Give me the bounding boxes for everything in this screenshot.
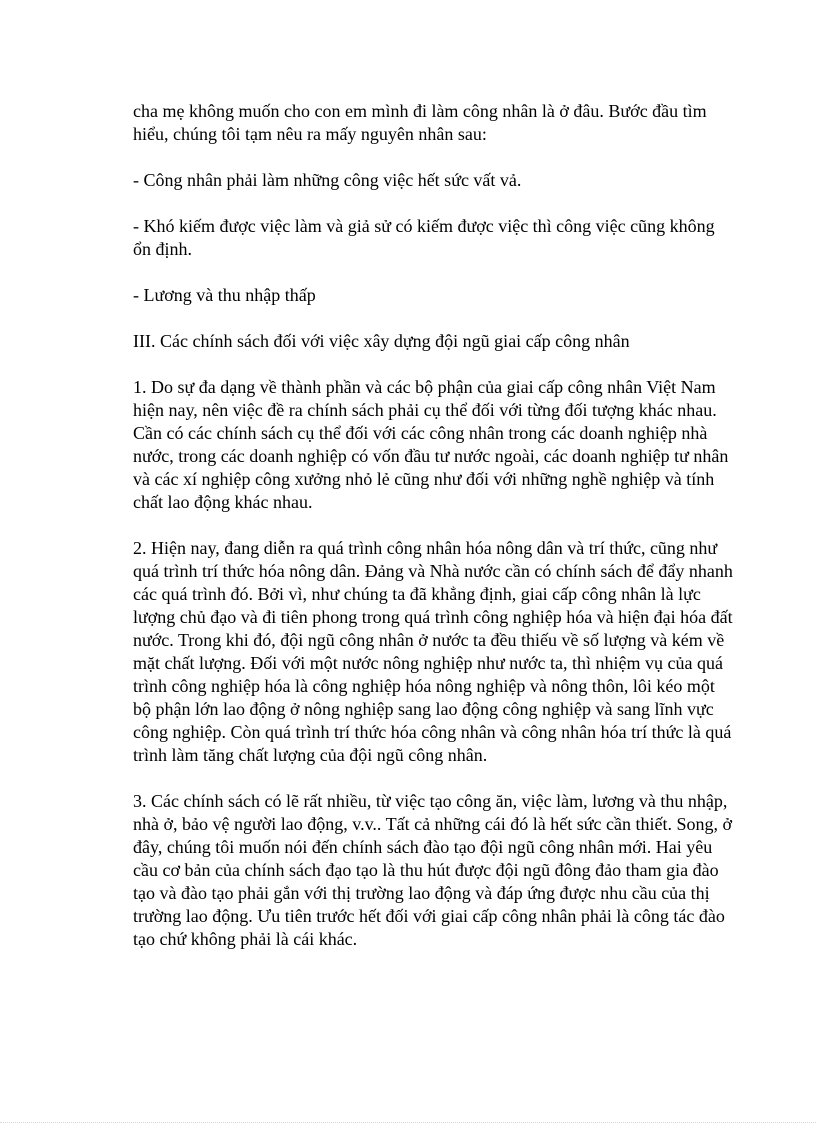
section-heading: III. Các chính sách đối với việc xây dựng đội ngũ giai cấp công nhân xyxy=(133,331,630,351)
policy-paragraph-1: 1. Do sự đa dạng về thành phần và các bộ phận của giai cấp công nhân Việt Nam hiện nay, nên việc đề ra chính sách phải cụ thể đối với từng đối tượng khác nhau. Cần có các chính sách cụ thể đối với các công nhân trong các doanh nghiệp nhà nước, trong các doanh nghiệp có vốn đầu tư nước ngoài, các doanh nghiệp tư nhân và các xí nghiệp công xưởng nhỏ lẻ cũng như đối với những nghề nghiệp và tính chất lao động khác nhau. xyxy=(133,377,729,512)
policy-paragraph-3: 3. Các chính sách có lẽ rất nhiều, từ việc tạo công ăn, việc làm, lương và thu nhập, nhà ở, bảo vệ người lao động, v.v.. Tất cả những cái đó là hết sức cần thiết. Song, ở đây, chúng tôi muốn nói đến chính sách đào tạo đội ngũ công nhân mới. Hai yêu cầu cơ bản của chính sách đạo tạo là thu hút được đội ngũ đông đảo tham gia đào tạo và đào tạo phải gắn với thị trường lao động và đáp ứng được nhu cầu của thị trường lao động. Ưu tiên trước hết đối với giai cấp công nhân phải là công tác đào tạo chứ không phải là cái khác. xyxy=(133,791,733,949)
document-page xyxy=(133,100,733,974)
reason-low-income: - Lương và thu nhập thấp xyxy=(133,285,316,305)
reason-hard-work: - Công nhân phải làm những công việc hết sức vất vả. xyxy=(133,170,522,190)
policy-paragraph-2: 2. Hiện nay, đang diễn ra quá trình công nhân hóa nông dân và trí thức, cũng như quá trình trí thức hóa nông dân. Đảng và Nhà nước cần có chính sách để đẩy nhanh các quá trình đó. Bởi vì, như chúng ta đã khẳng định, giai cấp công nhân là lực lượng chủ đạo và đi tiên phong trong quá trình công nghiệp hóa và hiện đại hóa đất nước. Trong khi đó, đội ngũ công nhân ở nước ta đều thiếu về số lượng và kém về mặt chất lượng. Đối với một nước nông nghiệp như nước ta, thì nhiệm vụ của quá trình công nghiệp hóa là công nghiệp hóa nông nghiệp và nông thôn, lôi kéo một bộ phận lớn lao động ở nông nghiệp sang lao động công nghiệp và sang lĩnh vực công nghiệp. Còn quá trình trí thức hóa công nhân và công nhân hóa trí thức là quá trình làm tăng chất lượng của đội ngũ công nhân. xyxy=(133,538,733,765)
intro-paragraph: cha mẹ không muốn cho con em mình đi làm công nhân là ở đâu. Bước đầu tìm hiểu, chúng tôi tạm nêu ra mấy nguyên nhân sau: xyxy=(133,101,707,144)
reason-job-instability: - Khó kiếm được việc làm và giả sử có kiếm được việc thì công việc cũng không ổn định. xyxy=(133,216,715,259)
